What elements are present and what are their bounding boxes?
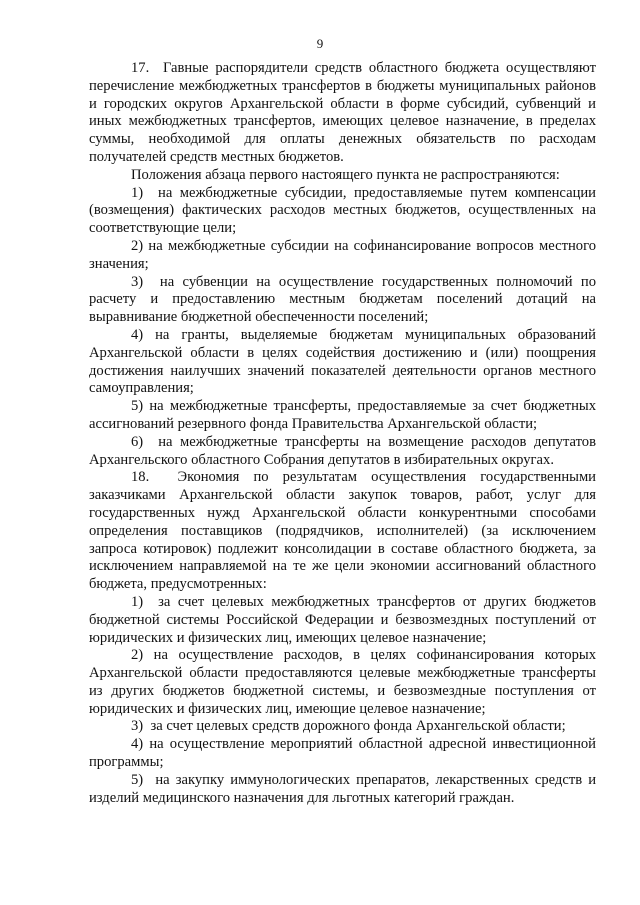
list-item: 5) на закупку иммунологических препаратов, лекарственных средств и изделий медицинского назначения для льготных категорий граждан. [89,771,596,806]
list-item: 5) на межбюджетные трансферты, предоставляемые за счет бюджетных ассигнований резервного фонда Правительства Архангельской области; [89,398,596,432]
list-item: 1) на межбюджетные субсидии, предоставляемые путем компенсации (возмещения) фактических расходов местных бюджетов, осуществленных на соответствующие цели; [89,184,596,237]
page-number: 9 [316,36,324,51]
paragraph-18: 18. Экономия по результатам осуществления государственными заказчиками Архангельской области закупок товаров, работ, услуг для государственных нужд Архангельской области конкурентными способами определения поставщиков (подрядчиков, исполнителей) (за исключением запроса котировок) подлежит консолидации в составе областного бюджета, за исключением направляемой на те же цели экономии ассигнований областного бюджета, предусмотренных: [89,469,596,593]
list-item: 1) за счет целевых межбюджетных трансфертов от других бюджетов бюджетной системы Российской Федерации и безвозмездных поступлений от юридических и физических лиц, имеющих целевое назначение; [89,593,596,646]
paragraph-exceptions-intro: Положения абзаца первого настоящего пункта не распространяются: [131,166,560,183]
list-item: 4) на осуществление мероприятий областной адресной инвестиционной программы; [89,736,596,771]
list-item: 3) за счет целевых средств дорожного фонда Архангельской области; [131,718,566,735]
list-item: 6) на межбюджетные трансферты на возмещение расходов депутатов Архангельского областного Собрания депутатов в избирательных округах. [89,433,596,468]
list-item: 4) на гранты, выделяемые бюджетам муниципальных образований Архангельской области в целях содействия достижению и (или) поощрения достижения наилучших значений показателей деятельности органов местного самоуправления; [89,326,596,397]
document-body [89,60,596,807]
list-item: 2) на межбюджетные субсидии на софинансирование вопросов местного значения; [89,237,596,272]
list-item: 2) на осуществление расходов, в целях софинансирования которых Архангельской области предоставляются целевые межбюджетные трансферты из других бюджетов бюджетной системы, и безвозмездные поступления от юридических и физических лиц, имеющие целевое назначение; [89,647,596,717]
paragraph-17: 17. Гавные распорядители средств областного бюджета осуществляют перечисление межбюджетных трансфертов в бюджеты муниципальных районов и городских округов Архангельской области в форме субсидий, субвенций и иных межбюджетных трансфертов, имеющих целевое назначение, в пределах суммы, необходимой для оплаты денежных обязательств по расходам получателей средств местных бюджетов. [89,60,596,165]
list-item: 3) на субвенции на осуществление государственных полномочий по расчету и предоставлению местным бюджетам поселений дотаций на выравнивание бюджетной обеспеченности поселений; [89,273,596,326]
